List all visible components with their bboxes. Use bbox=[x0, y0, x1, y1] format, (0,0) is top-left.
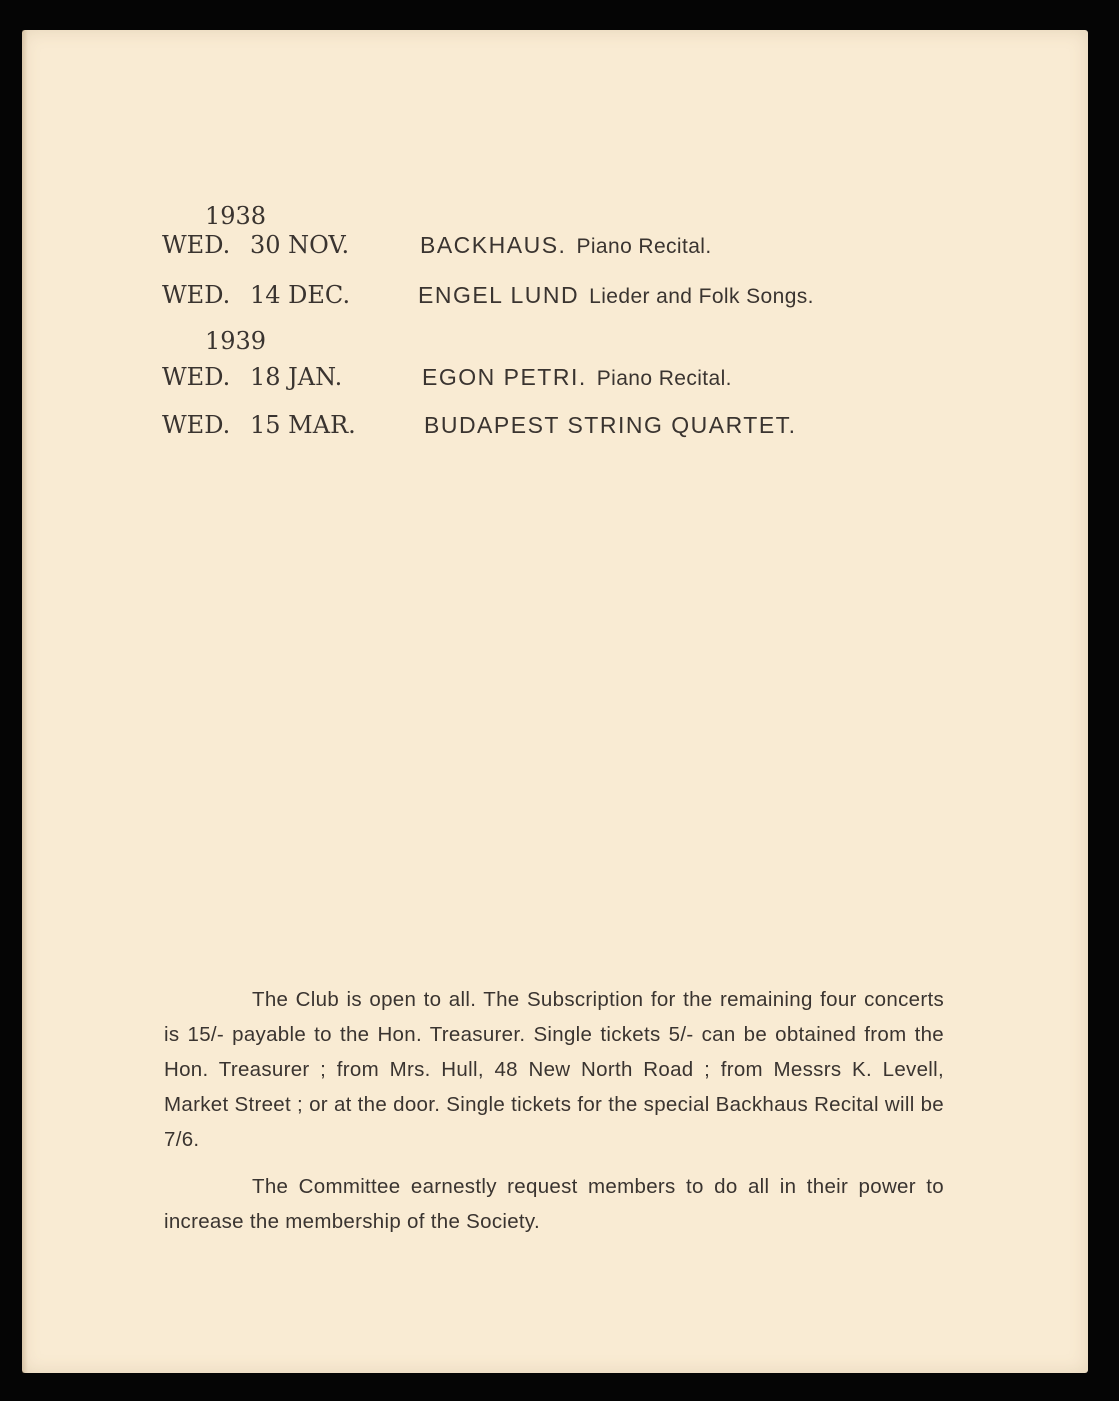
event-date-2 bbox=[162, 281, 350, 309]
event-date-text: 15 MAR. bbox=[250, 411, 356, 439]
performer-description: Piano Recital. bbox=[596, 367, 732, 390]
performer-name: BUDAPEST STRING QUARTET. bbox=[424, 412, 797, 438]
event-day: WED. bbox=[162, 411, 231, 439]
performer-name: EGON PETRI. bbox=[422, 364, 587, 390]
event-date-text: 14 DEC. bbox=[250, 281, 351, 309]
event-day: WED. bbox=[162, 231, 231, 259]
event-day: WED. bbox=[162, 363, 231, 391]
event-date-4 bbox=[162, 411, 356, 439]
performer-name: BACKHAUS. bbox=[420, 232, 567, 258]
membership-text: The Committee earnestly request members to do all in their power to increase the membership of the Society. bbox=[164, 1175, 944, 1233]
year-heading-1938: 1938 bbox=[205, 202, 267, 230]
event-performer-2 bbox=[418, 282, 814, 309]
subscription-note bbox=[164, 982, 944, 1157]
year-heading-1939: 1939 bbox=[205, 327, 267, 355]
event-date-1 bbox=[162, 231, 349, 259]
membership-note bbox=[164, 1169, 944, 1239]
performer-description: Lieder and Folk Songs. bbox=[589, 285, 814, 308]
event-performer-1 bbox=[420, 232, 712, 259]
performer-description: Piano Recital. bbox=[576, 235, 712, 258]
event-day: WED. bbox=[162, 281, 231, 309]
event-date-text: 18 JAN. bbox=[250, 363, 343, 391]
event-date-3 bbox=[162, 363, 342, 391]
page-edge-shadow bbox=[22, 30, 28, 1373]
subscription-text: The Club is open to all. The Subscription for the remaining four concerts is 15/- payable to the Hon. Treasurer. Single tickets 5/- can be obtained from the Hon. Treasurer ; from Mrs. Hull, 48 New North Road ; from Messrs K. Levell, Market Street ; or at the door. Single tickets for the special Backhaus Recital will be 7/6. bbox=[164, 988, 944, 1151]
event-performer-3 bbox=[422, 364, 732, 391]
event-date-text: 30 NOV. bbox=[250, 231, 350, 259]
performer-name: ENGEL LUND bbox=[418, 282, 580, 308]
event-performer-4 bbox=[424, 412, 797, 439]
